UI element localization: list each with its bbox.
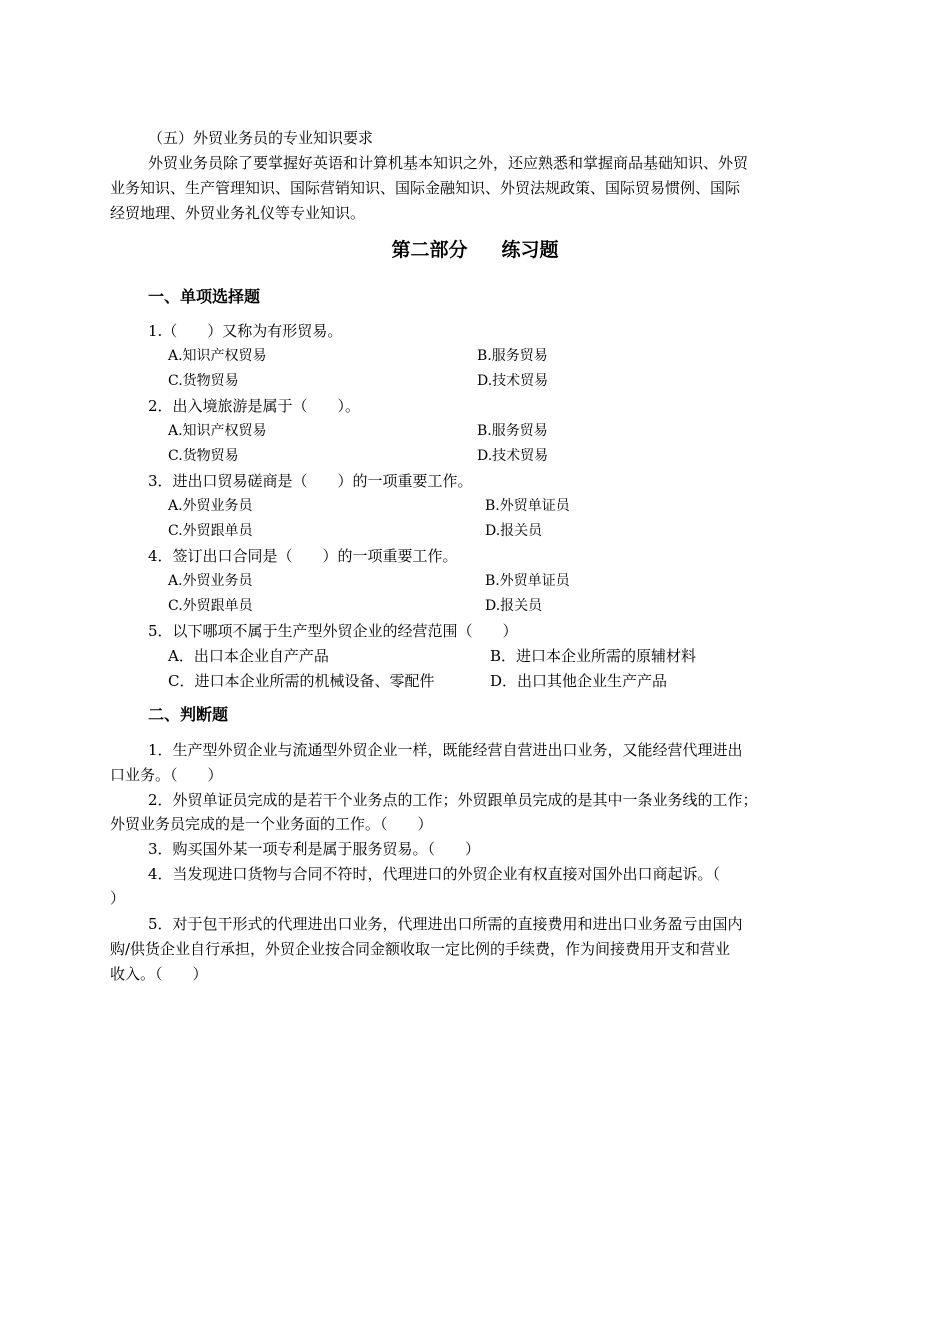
question-4-option-b: B.外贸单证员: [485, 573, 570, 589]
judgment-5-line-2: 购/供货企业自行承担，外贸企业按合同金额收取一定比例的手续费，作为间接费用开支和营业: [110, 940, 731, 958]
question-2-option-d: D.技术贸易: [477, 448, 549, 464]
judgment-2-line-2: 外贸业务员完成的是一个业务面的工作。（ ）: [110, 815, 433, 833]
section-title-true-false: 二、判断题: [148, 705, 229, 724]
judgment-1-line-2: 口业务。（ ）: [110, 766, 223, 784]
part-title: [110, 238, 840, 262]
section-title-single-choice: 一、单项选择题: [148, 287, 261, 306]
judgment-4-line-1: 4．当发现进口货物与合同不符时，代理进口的外贸企业有权直接对国外出口商起诉。（: [148, 865, 721, 883]
question-5-option-b: B．进口本企业所需的原辅材料: [490, 647, 697, 665]
intro-heading: （五）外贸业务员的专业知识要求: [148, 129, 374, 147]
intro-para-line-1: 外贸业务员除了要掌握好英语和计算机基本知识之外，还应熟悉和掌握商品基础知识、外贸: [148, 154, 749, 172]
question-3-option-c: C.外贸跟单员: [168, 523, 253, 539]
question-2-option-b: B.服务贸易: [477, 423, 548, 439]
question-1-option-d: D.技术贸易: [477, 373, 549, 389]
intro-para-line-3: 经贸地理、外贸业务礼仪等专业知识。: [110, 204, 366, 222]
part-title-name: 练习题: [501, 239, 559, 261]
question-1-stem: 1.（ ）又称为有形贸易。: [148, 322, 343, 340]
question-4-option-c: C.外贸跟单员: [168, 598, 253, 614]
question-3-stem: 3．进出口贸易磋商是（ ）的一项重要工作。: [148, 472, 473, 490]
judgment-3-line-1: 3．购买国外某一项专利是属于服务贸易。（ ）: [148, 840, 481, 858]
question-5-option-c: C．进口本企业所需的机械设备、零配件: [168, 672, 435, 690]
question-3-option-a: A.外贸业务员: [168, 498, 253, 514]
question-4-stem: 4．签订出口合同是（ ）的一项重要工作。: [148, 547, 458, 565]
judgment-1-line-1: 1．生产型外贸企业与流通型外贸企业一样，既能经营自营进出口业务，又能经营代理进出: [148, 741, 743, 759]
judgment-4-line-2: ）: [110, 889, 126, 907]
judgment-2-line-1: 2．外贸单证员完成的是若干个业务点的工作；外贸跟单员完成的是其中一条业务线的工作；: [148, 791, 758, 809]
intro-para-line-2: 业务知识、生产管理知识、国际营销知识、国际金融知识、外贸法规政策、国际贸易惯例、国际: [110, 179, 741, 197]
question-2-option-a: A.知识产权贸易: [168, 423, 267, 439]
part-title-number: 第二部分: [391, 239, 468, 261]
judgment-5-line-3: 收入。（ ）: [110, 965, 208, 983]
question-5-stem: 5．以下哪项不属于生产型外贸企业的经营范围（ ）: [148, 622, 518, 640]
question-4-option-a: A.外贸业务员: [168, 573, 253, 589]
question-3-option-b: B.外贸单证员: [485, 498, 570, 514]
question-2-stem: 2．出入境旅游是属于（ ）。: [148, 397, 361, 415]
question-1-option-c: C.货物贸易: [168, 373, 239, 389]
question-4-option-d: D.报关员: [485, 598, 543, 614]
question-2-option-c: C.货物贸易: [168, 448, 239, 464]
question-5-option-a: A．出口本企业自产产品: [168, 647, 329, 665]
question-1-option-a: A.知识产权贸易: [168, 348, 267, 364]
judgment-5-line-1: 5．对于包干形式的代理进出口业务，代理进出口所需的直接费用和进出口业务盈亏由国内: [148, 915, 743, 933]
question-3-option-d: D.报关员: [485, 523, 543, 539]
question-1-option-b: B.服务贸易: [477, 348, 548, 364]
question-5-option-d: D．出口其他企业生产产品: [490, 672, 668, 690]
